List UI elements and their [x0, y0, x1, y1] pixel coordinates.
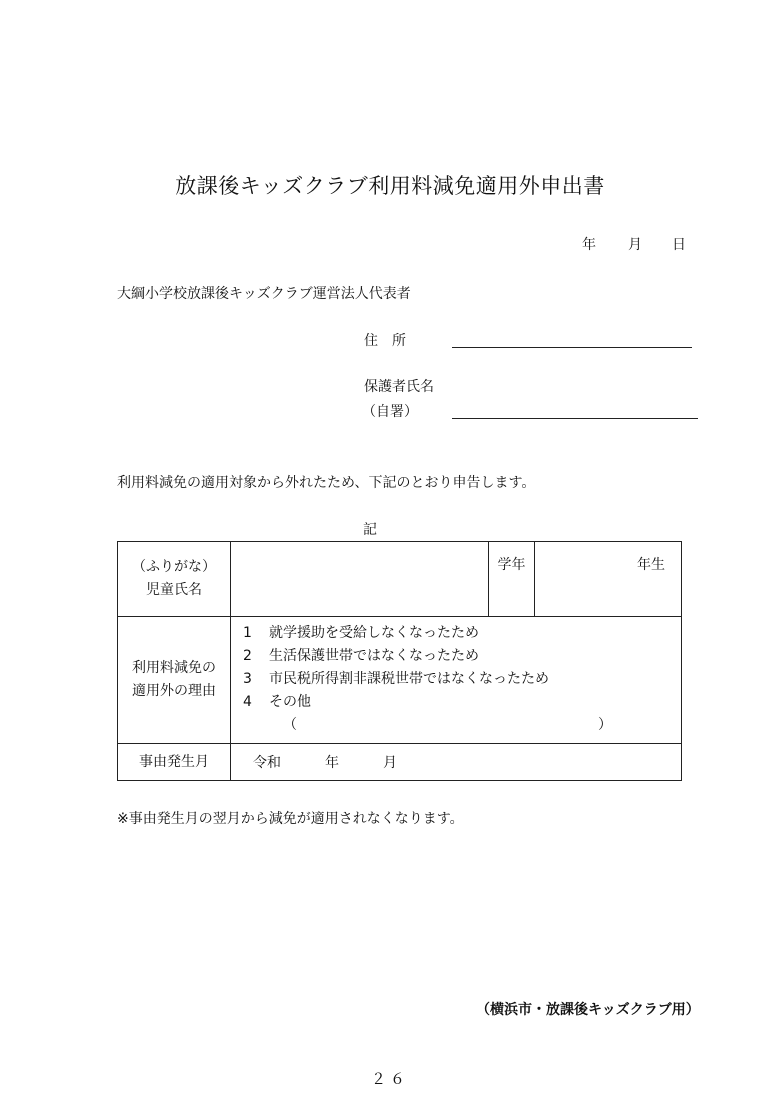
occurrence-row: [118, 744, 682, 781]
other-reason-field[interactable]: [243, 714, 681, 737]
grade-label: 学年: [489, 542, 535, 617]
reason-text: 市民税所得割非課税世帯ではなくなったため: [269, 670, 549, 687]
address-field[interactable]: [452, 347, 692, 348]
ki-heading: 記: [363, 522, 377, 538]
reason-option-2[interactable]: [243, 645, 681, 668]
statement: 利用料減免の適用対象から外れたため、下記のとおり申告します。: [117, 475, 536, 491]
occurrence-month-label: 月: [383, 755, 397, 771]
addressee: 大綱小学校放課後キッズクラブ運営法人代表者: [117, 286, 411, 302]
reason-text: 生活保護世帯ではなくなったため: [269, 647, 479, 664]
date-day-label: 日: [672, 237, 686, 253]
reason-text: 就学援助を受給しなくなったため: [269, 624, 479, 641]
footnote: ※事由発生月の翌月から減免が適用されなくなります。: [117, 811, 464, 827]
furigana-label: （ふりがな）: [132, 559, 216, 575]
footer-label: （横浜市・放課後キッズクラブ用）: [476, 1002, 700, 1018]
reason-number: 4: [243, 693, 252, 710]
signature-label: （自署）: [362, 404, 418, 420]
reason-number: 3: [243, 670, 252, 687]
grade-field[interactable]: [535, 542, 682, 617]
document-title: 放課後キッズクラブ利用料減免適用外申出書: [175, 174, 605, 198]
reason-header: [118, 617, 231, 744]
page-number: ２６: [370, 1070, 409, 1088]
occurrence-label: 事由発生月: [118, 744, 231, 781]
grade-suffix: 年生: [637, 557, 665, 573]
open-paren: （: [283, 716, 297, 733]
child-name-label: 児童氏名: [146, 582, 202, 598]
occurrence-year-label: 年: [325, 755, 339, 771]
reason-option-1[interactable]: [243, 622, 681, 645]
reason-options: [231, 617, 682, 744]
application-table: [117, 541, 682, 781]
reason-option-4[interactable]: [243, 691, 681, 714]
child-name-field[interactable]: [231, 542, 489, 617]
reason-label-line1: 利用料減免の: [132, 660, 216, 676]
reason-text: その他: [269, 693, 311, 710]
reason-option-3[interactable]: [243, 668, 681, 691]
guardian-name-label: 保護者氏名: [364, 379, 434, 395]
date-month-label: 月: [628, 237, 642, 253]
reason-label-line2: 適用外の理由: [132, 683, 216, 699]
date-year-label: 年: [582, 237, 596, 253]
reason-row: [118, 617, 682, 744]
era-label: 令和: [253, 755, 281, 771]
close-paren: ）: [598, 716, 612, 733]
guardian-name-field[interactable]: [452, 418, 698, 419]
child-name-header: [118, 542, 231, 617]
reason-number: 2: [243, 647, 252, 664]
occurrence-field[interactable]: [231, 744, 682, 781]
child-row: [118, 542, 682, 617]
address-label: 住 所: [364, 333, 406, 349]
reason-number: 1: [243, 624, 252, 641]
